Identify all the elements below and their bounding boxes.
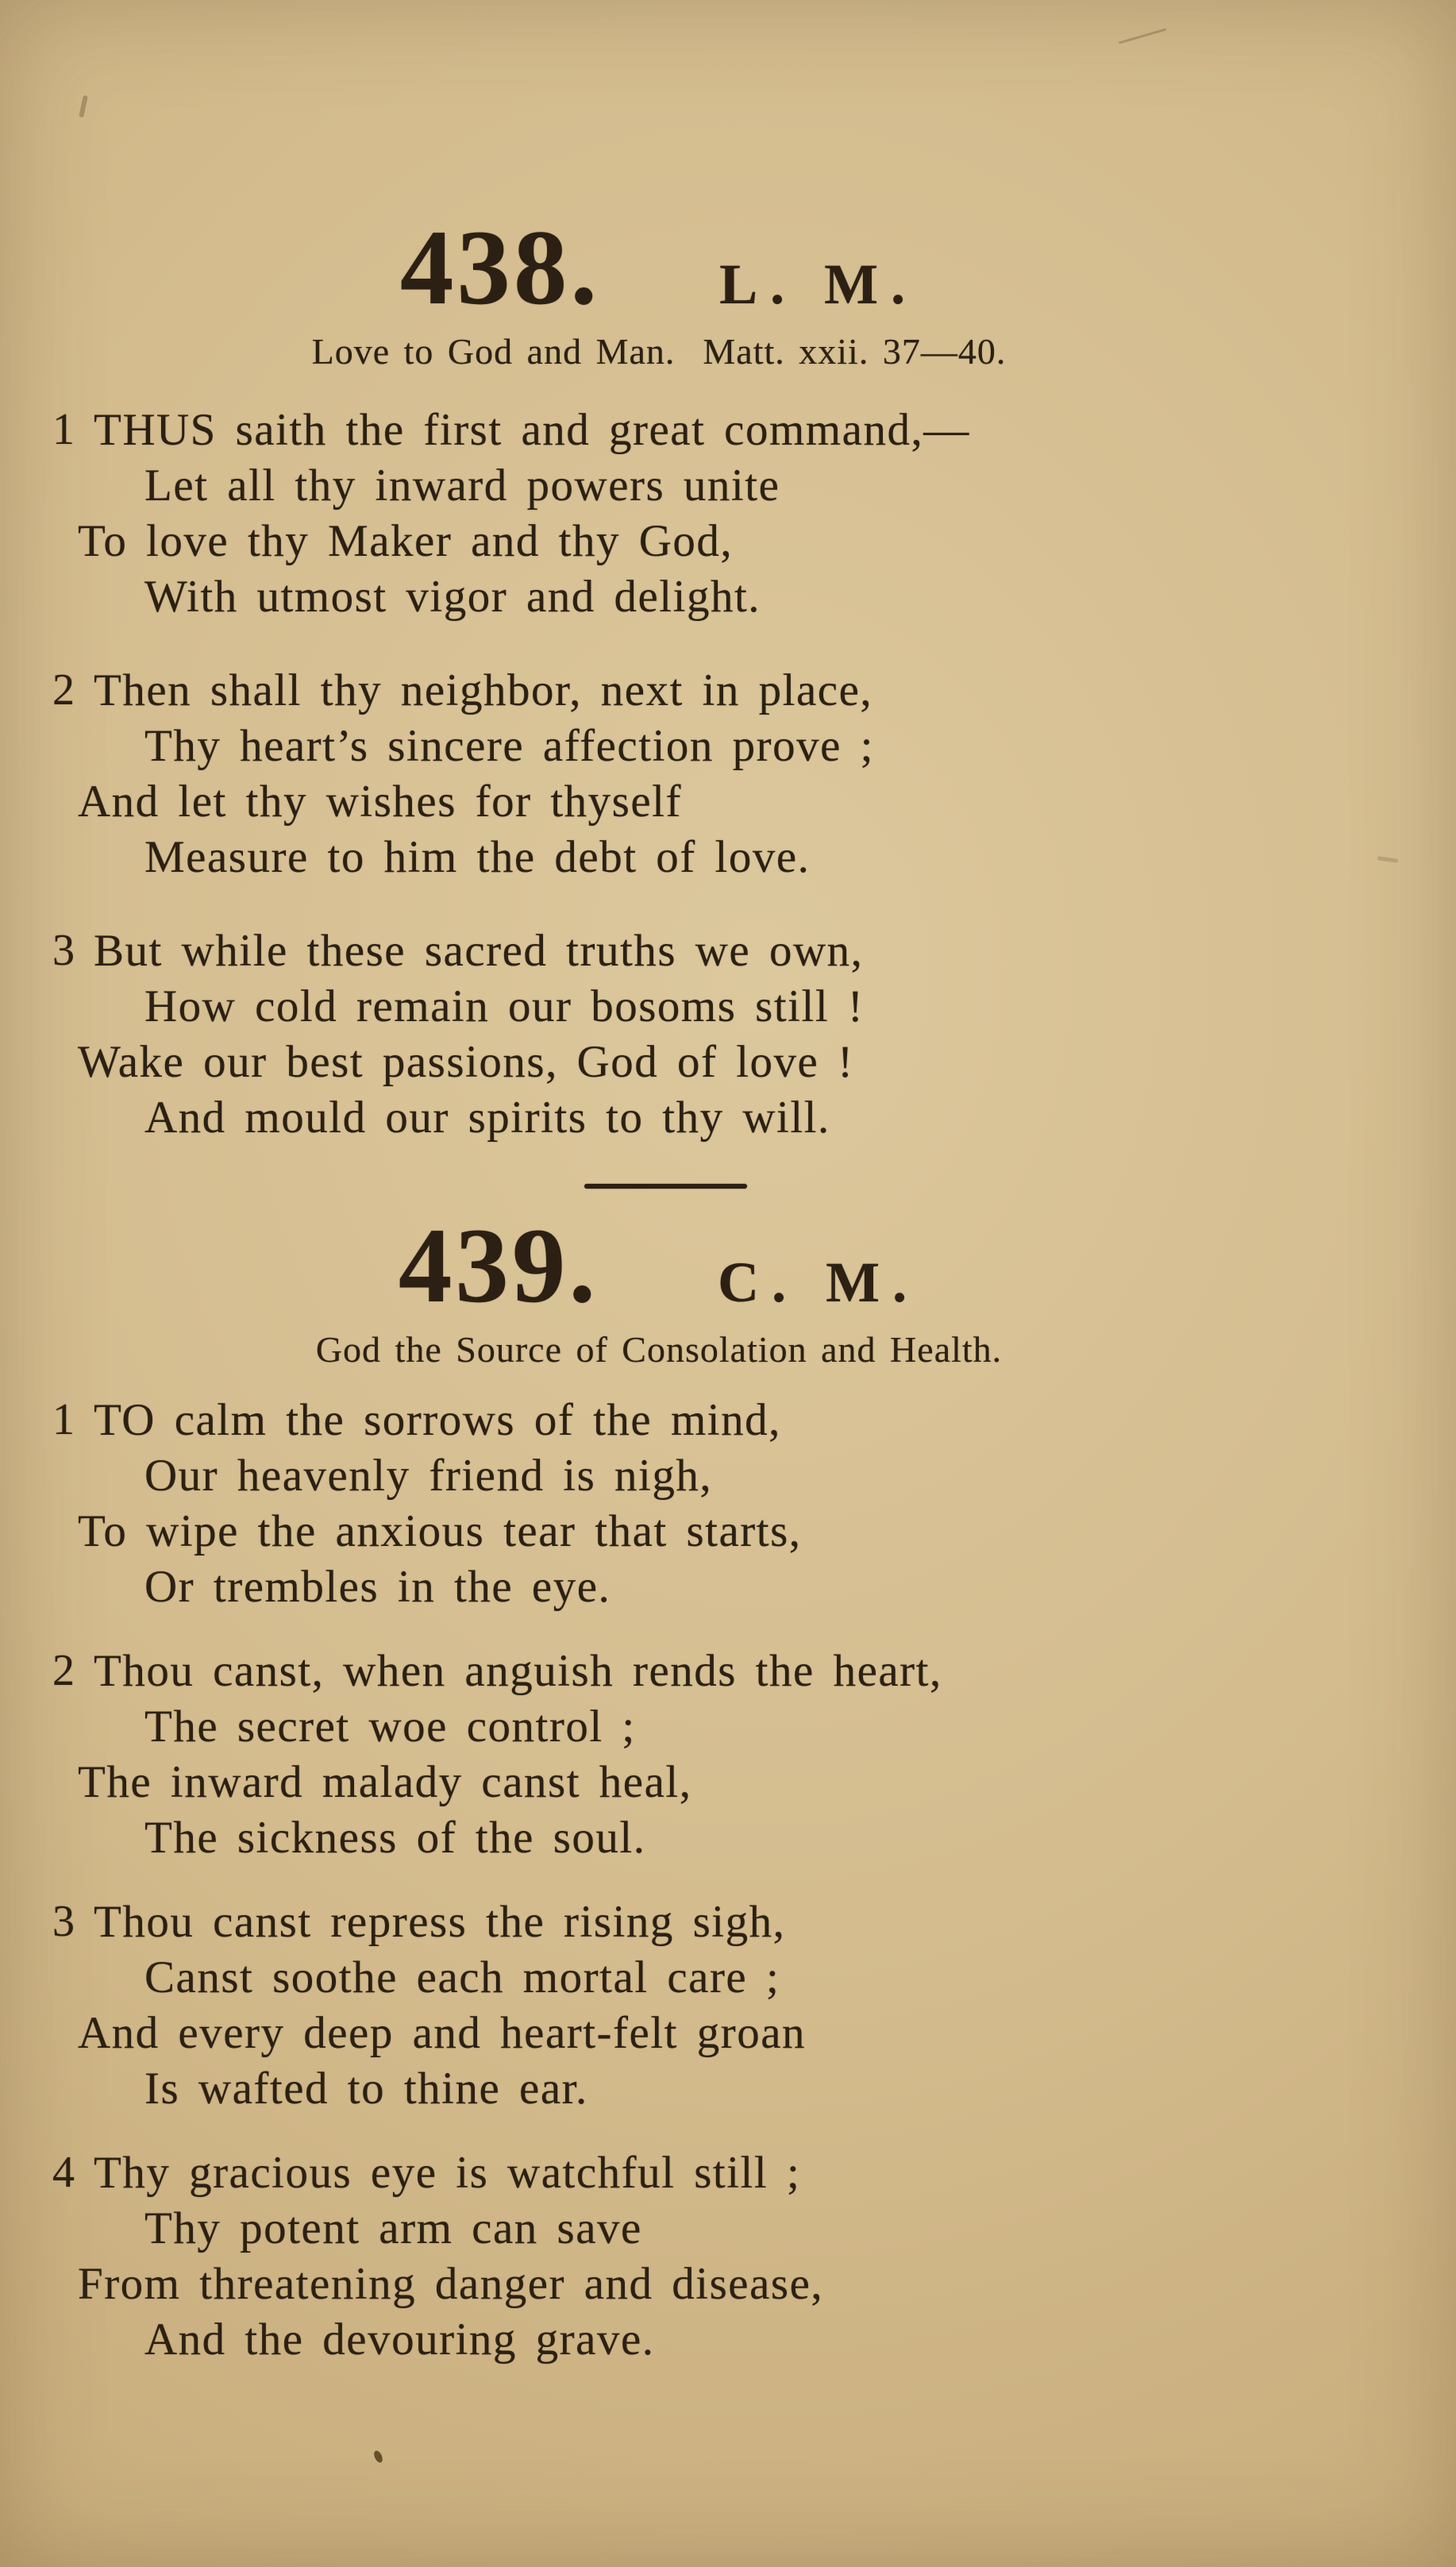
verse-line: Thou canst repress the rising sigh,	[94, 1897, 786, 1947]
verse-line: TO calm the sorrows of the mind,	[94, 1395, 781, 1445]
paper-speck	[79, 95, 88, 118]
hymn-meter: L. M.	[719, 252, 919, 316]
hymn-number: 439.	[398, 1207, 599, 1325]
verse-line: Or trembles in the eye.	[144, 1562, 611, 1612]
hymn-number: 438.	[399, 209, 601, 327]
verse-line: But while these sacred truths we own,	[94, 926, 864, 976]
verse-line: Is wafted to thine ear.	[144, 2064, 588, 2114]
hymn-subtitle: God the Source of Consolation and Health.	[315, 1329, 1003, 1370]
stanza-number: 3	[52, 926, 75, 975]
verse-line: Measure to him the debt of love.	[144, 832, 811, 882]
section-divider	[584, 1184, 747, 1189]
verse-line: The inward malady canst heal,	[78, 1757, 692, 1807]
stanza-number: 1	[52, 1395, 75, 1444]
hymn-438	[0, 209, 1456, 1146]
verse-line: Our heavenly friend is nigh,	[144, 1451, 713, 1501]
verse-line: With utmost vigor and delight.	[144, 572, 761, 622]
verse-line: The sickness of the soul.	[144, 1813, 646, 1863]
verse-line: And the devouring grave.	[144, 2315, 655, 2365]
verse-line: Thy heart’s sincere affection prove ;	[144, 721, 875, 771]
stanza-number: 3	[52, 1897, 75, 1946]
verse-line: And mould our spirits to thy will.	[144, 1093, 830, 1143]
stanza-number: 2	[52, 665, 75, 715]
stanza	[0, 1894, 1456, 2117]
stanza	[0, 403, 1456, 625]
verse-line: Let all thy inward powers unite	[144, 461, 780, 511]
stanza	[0, 923, 1456, 1146]
verse-line: Wake our best passions, God of love !	[78, 1037, 854, 1087]
stanza	[0, 1393, 1456, 1615]
hymn-439	[0, 1207, 1456, 2368]
verse-line: To wipe the anxious tear that starts,	[78, 1506, 802, 1556]
verse-line: Thou canst, when anguish rends the heart,	[94, 1646, 942, 1696]
verse-line: Thy potent arm can save	[144, 2203, 642, 2253]
verse-line: Thy gracious eye is watchful still ;	[94, 2148, 801, 2198]
hymn-heading	[0, 209, 1318, 327]
verse-line: Canst soothe each mortal care ;	[144, 1952, 780, 2002]
hymn-heading	[0, 1207, 1318, 1325]
stanza	[0, 1644, 1456, 1866]
verse-line: THUS saith the first and great command,—	[94, 405, 970, 455]
verse-line: The secret woe control ;	[144, 1702, 636, 1752]
stanza	[0, 663, 1456, 885]
stanza-number: 1	[52, 405, 75, 454]
paper-speck	[372, 2449, 384, 2464]
verse-line: And every deep and heart-felt groan	[78, 2008, 807, 2058]
verse-line: Then shall thy neighbor, next in place,	[94, 665, 873, 715]
verse-line: How cold remain our bosoms still !	[144, 981, 865, 1031]
verse-line: From threatening danger and disease,	[78, 2259, 824, 2309]
hymn-meter: C. M.	[718, 1251, 920, 1314]
hymn-subtitle: Love to God and Man. Matt. xxii. 37—40.	[311, 331, 1007, 372]
stanza	[0, 2145, 1456, 2368]
verse-line: And let thy wishes for thyself	[78, 777, 682, 827]
stanza-number: 2	[52, 1646, 75, 1695]
verse-line: To love thy Maker and thy God,	[78, 516, 734, 566]
paper-scratch	[1119, 29, 1166, 44]
stanza-number: 4	[52, 2148, 75, 2197]
